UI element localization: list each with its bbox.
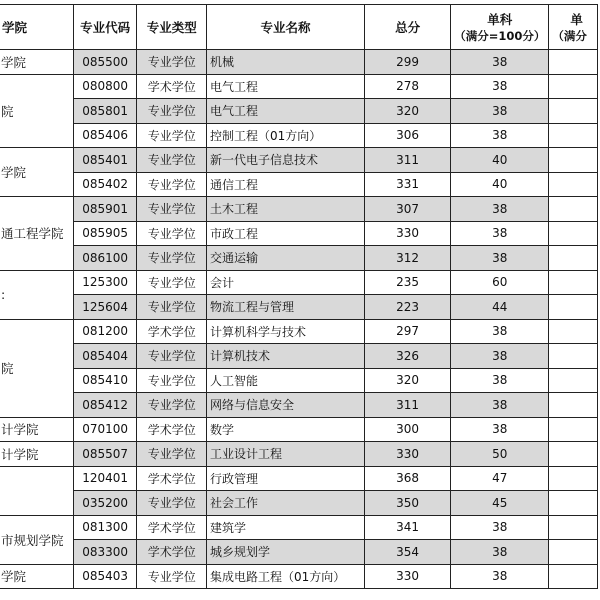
total-cell: 307 [364,197,450,222]
name-cell: 计算机技术 [206,344,364,369]
name-cell: 电气工程 [206,99,364,124]
table-row [0,344,598,369]
code-cell: 081300 [73,515,137,540]
type-cell: 专业学位 [137,270,207,295]
header-code: 专业代码 [73,5,137,50]
code-cell: 085905 [73,221,137,246]
code-cell: 085404 [73,344,137,369]
type-cell: 专业学位 [137,246,207,271]
table-row [0,221,598,246]
table-row [0,393,598,418]
type-cell: 学术学位 [137,319,207,344]
type-cell: 专业学位 [137,172,207,197]
single-cell: 38 [451,74,549,99]
single2-cell [549,393,598,418]
total-cell: 299 [364,50,450,75]
college-cell: 计学院 [0,417,73,442]
single-cell: 38 [451,197,549,222]
single2-cell [549,319,598,344]
table-row [0,466,598,491]
total-cell: 326 [364,344,450,369]
table-row [0,148,598,173]
table-row [0,74,598,99]
table-row [0,442,598,467]
code-cell: 070100 [73,417,137,442]
single2-cell [549,50,598,75]
college-cell: 计学院 [0,442,73,467]
name-cell: 物流工程与管理 [206,295,364,320]
single2-cell [549,172,598,197]
code-cell: 120401 [73,466,137,491]
code-cell: 083300 [73,540,137,565]
code-cell: 081200 [73,319,137,344]
table-row [0,197,598,222]
single-cell: 45 [451,491,549,516]
type-cell: 专业学位 [137,344,207,369]
table-row [0,246,598,271]
header-type: 专业类型 [137,5,207,50]
college-cell: 学院 [0,148,73,197]
code-cell: 086100 [73,246,137,271]
type-cell: 专业学位 [137,221,207,246]
single2-cell [549,270,598,295]
total-cell: 330 [364,564,450,589]
single2-cell [549,417,598,442]
type-cell: 学术学位 [137,417,207,442]
code-cell: 085403 [73,564,137,589]
single-cell: 38 [451,221,549,246]
total-cell: 330 [364,221,450,246]
type-cell: 专业学位 [137,491,207,516]
name-cell: 行政管理 [206,466,364,491]
table-row [0,172,598,197]
header-single2-sub: （满分 [552,29,587,43]
header-row [0,5,598,50]
total-cell: 300 [364,417,450,442]
single2-cell [549,344,598,369]
type-cell: 专业学位 [137,393,207,418]
table-row [0,368,598,393]
header-name: 专业名称 [206,5,364,50]
single-cell: 40 [451,148,549,173]
name-cell: 土木工程 [206,197,364,222]
code-cell: 035200 [73,491,137,516]
college-cell: 院 [0,319,73,417]
single2-cell [549,368,598,393]
code-cell: 125604 [73,295,137,320]
single-cell: 38 [451,540,549,565]
table-row [0,295,598,320]
name-cell: 建筑学 [206,515,364,540]
type-cell: 学术学位 [137,515,207,540]
table-row [0,270,598,295]
name-cell: 城乡规划学 [206,540,364,565]
single-cell: 40 [451,172,549,197]
total-cell: 235 [364,270,450,295]
total-cell: 320 [364,368,450,393]
name-cell: 网络与信息安全 [206,393,364,418]
code-cell: 085901 [73,197,137,222]
code-cell: 085801 [73,99,137,124]
header-single2-label: 单 [570,12,583,27]
single2-cell [549,491,598,516]
total-cell: 341 [364,515,450,540]
table-row [0,491,598,516]
code-cell: 085500 [73,50,137,75]
type-cell: 专业学位 [137,295,207,320]
college-cell: 市规划学院 [0,515,73,564]
total-cell: 306 [364,123,450,148]
table-row [0,319,598,344]
single-cell: 47 [451,466,549,491]
single-cell: 38 [451,417,549,442]
single2-cell [549,515,598,540]
single2-cell [549,221,598,246]
college-cell: 通工程学院 [0,197,73,271]
code-cell: 080800 [73,74,137,99]
total-cell: 311 [364,393,450,418]
single2-cell [549,246,598,271]
table-row [0,564,598,589]
college-cell: 学院 [0,50,73,75]
single-cell: 38 [451,515,549,540]
header-single-2 [549,5,598,50]
type-cell: 学术学位 [137,540,207,565]
total-cell: 278 [364,74,450,99]
header-college: 学院 [0,5,73,50]
type-cell: 学术学位 [137,74,207,99]
type-cell: 专业学位 [137,123,207,148]
type-cell: 学术学位 [137,466,207,491]
college-cell: 学院 [0,564,73,589]
code-cell: 125300 [73,270,137,295]
name-cell: 工业设计工程 [206,442,364,467]
table-row [0,540,598,565]
code-cell: 085410 [73,368,137,393]
total-cell: 223 [364,295,450,320]
total-cell: 320 [364,99,450,124]
type-cell: 专业学位 [137,148,207,173]
header-single-label: 单科 [487,12,513,27]
single2-cell [549,442,598,467]
name-cell: 控制工程（01方向） [206,123,364,148]
single-cell: 60 [451,270,549,295]
total-cell: 354 [364,540,450,565]
type-cell: 专业学位 [137,50,207,75]
code-cell: 085412 [73,393,137,418]
table-row [0,50,598,75]
type-cell: 专业学位 [137,368,207,393]
name-cell: 通信工程 [206,172,364,197]
single-cell: 50 [451,442,549,467]
name-cell: 新一代电子信息技术 [206,148,364,173]
name-cell: 集成电路工程（01方向） [206,564,364,589]
single-cell: 38 [451,319,549,344]
single2-cell [549,295,598,320]
table-body [0,50,598,589]
total-cell: 368 [364,466,450,491]
table-row [0,99,598,124]
single-cell: 38 [451,50,549,75]
single2-cell [549,540,598,565]
name-cell: 社会工作 [206,491,364,516]
table-row [0,515,598,540]
table-row [0,123,598,148]
single-cell: 38 [451,393,549,418]
code-cell: 085401 [73,148,137,173]
college-cell: : [0,270,73,319]
type-cell: 专业学位 [137,442,207,467]
single2-cell [549,123,598,148]
total-cell: 331 [364,172,450,197]
total-cell: 350 [364,491,450,516]
total-cell: 312 [364,246,450,271]
total-cell: 311 [364,148,450,173]
total-cell: 297 [364,319,450,344]
single-cell: 38 [451,368,549,393]
type-cell: 专业学位 [137,99,207,124]
name-cell: 市政工程 [206,221,364,246]
header-total: 总分 [364,5,450,50]
single2-cell [549,466,598,491]
code-cell: 085402 [73,172,137,197]
header-single-sub: （满分=100分） [454,29,546,43]
single2-cell [549,564,598,589]
name-cell: 计算机科学与技术 [206,319,364,344]
name-cell: 机械 [206,50,364,75]
single-cell: 38 [451,123,549,148]
single2-cell [549,197,598,222]
table-row [0,417,598,442]
single2-cell [549,99,598,124]
type-cell: 专业学位 [137,197,207,222]
single-cell: 44 [451,295,549,320]
college-cell [0,466,73,515]
type-cell: 专业学位 [137,564,207,589]
name-cell: 交通运输 [206,246,364,271]
name-cell: 会计 [206,270,364,295]
single-cell: 38 [451,564,549,589]
single2-cell [549,148,598,173]
single-cell: 38 [451,344,549,369]
code-cell: 085406 [73,123,137,148]
single-cell: 38 [451,246,549,271]
name-cell: 人工智能 [206,368,364,393]
college-cell: 院 [0,74,73,148]
name-cell: 电气工程 [206,74,364,99]
total-cell: 330 [364,442,450,467]
header-single [451,5,549,50]
single2-cell [549,74,598,99]
code-cell: 085507 [73,442,137,467]
name-cell: 数学 [206,417,364,442]
admission-score-table [0,4,598,589]
single-cell: 38 [451,99,549,124]
